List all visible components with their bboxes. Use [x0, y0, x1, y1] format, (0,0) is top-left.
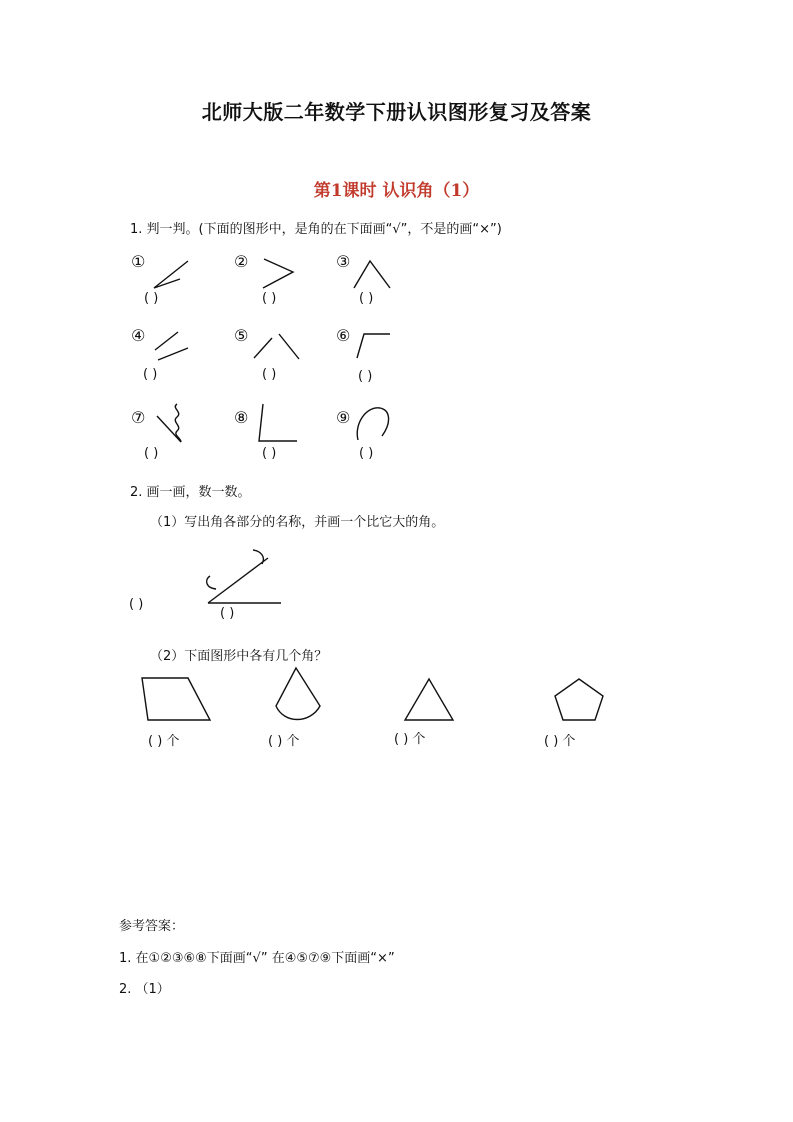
q2-part1-vertex-answer: ( ): [129, 597, 144, 612]
q1-figure-7: [155, 402, 189, 444]
q1-figure-2: [258, 258, 298, 290]
q1-item-3-number: ③: [336, 252, 351, 271]
triangle-outline: [405, 679, 453, 720]
q1-figure-1-angle: [154, 261, 188, 288]
q2-part2-prompt: （2）下面图形中各有几个角？: [150, 649, 328, 664]
q2-part2-answer-3: ( ) 个: [394, 732, 426, 747]
q1-figure-5-line-b: [279, 334, 299, 359]
q1-item-5-number: ⑤: [234, 326, 249, 345]
q1-figure-9-curve: [357, 408, 388, 440]
answer-heading: 参考答案：: [119, 919, 185, 934]
q1-figure-7-straight-line: [157, 416, 181, 442]
q1-figure-3: [352, 258, 396, 290]
q1-figure-8: [253, 402, 301, 444]
q1-figure-4-line-b: [158, 348, 188, 360]
q2-part2-answer-1: ( ) 个: [148, 734, 180, 749]
q1-figure-6-angle: [357, 334, 390, 358]
q1-item-3-answer: ( ): [359, 291, 374, 306]
q1-item-9-answer: ( ): [359, 446, 374, 461]
q1-figure-6: [354, 330, 394, 362]
q1-item-6-answer: ( ): [358, 369, 373, 384]
q1-item-8-answer: ( ): [262, 446, 277, 461]
angle-side-upper: [208, 558, 268, 603]
q2-part2-answer-2: ( ) 个: [268, 734, 300, 749]
q1-item-4-number: ④: [131, 326, 146, 345]
q2-part2-answer-4: ( ) 个: [544, 734, 576, 749]
parallelogram-shape: [136, 674, 216, 724]
q1-figure-8-angle: [259, 404, 297, 441]
q2-part1-angle-figure: [196, 548, 288, 608]
q1-item-8-number: ⑧: [234, 408, 249, 427]
pentagon-outline: [555, 679, 603, 720]
document-title: 北师大版二年数学下册认识图形复习及答案: [201, 100, 592, 124]
q1-item-7-answer: ( ): [144, 446, 159, 461]
q1-figure-4: [150, 330, 192, 362]
triangle-shape: [402, 676, 458, 724]
q1-figure-2-angle: [263, 259, 293, 288]
q1-item-2-number: ②: [234, 252, 249, 271]
lesson-title: 第1课时 认识角（1）: [313, 181, 480, 201]
sector-outline: [276, 668, 320, 720]
q1-figure-5: [252, 332, 302, 362]
q2-prompt: 2. 画一画，数一数。: [130, 485, 251, 500]
q1-item-5-answer: ( ): [262, 367, 277, 382]
q1-figure-9: [352, 402, 396, 444]
q1-item-1-number: ①: [131, 252, 146, 271]
q1-item-7-number: ⑦: [131, 408, 146, 427]
q1-figure-1: [150, 260, 190, 292]
label-bracket-vertex: [207, 576, 216, 589]
q1-item-9-number: ⑨: [336, 408, 351, 427]
q1-item-2-answer: ( ): [262, 291, 277, 306]
pentagon-shape: [552, 676, 608, 724]
q1-figure-3-angle: [354, 261, 390, 288]
sector-shape: [272, 666, 324, 726]
parallelogram-outline: [142, 678, 210, 720]
answer-line-2: 2. （1）: [119, 982, 170, 997]
q2-part1-prompt: （1）写出角各部分的名称，并画一个比它大的角。: [150, 515, 445, 530]
answer-line-1: 1. 在①②③⑥⑧下面画“√” 在④⑤⑦⑨下面画“×”: [119, 951, 395, 966]
q1-item-1-answer: ( ): [144, 291, 159, 306]
q1-item-4-answer: ( ): [143, 367, 158, 382]
q2-part1-side-answer: ( ): [220, 606, 235, 621]
q1-prompt: 1. 判一判。(下面的图形中，是角的在下面画“√”，不是的画“×”): [130, 222, 502, 237]
q1-figure-4-line-a: [155, 332, 178, 350]
q1-figure-5-line-a: [254, 338, 272, 358]
q1-item-6-number: ⑥: [336, 326, 351, 345]
